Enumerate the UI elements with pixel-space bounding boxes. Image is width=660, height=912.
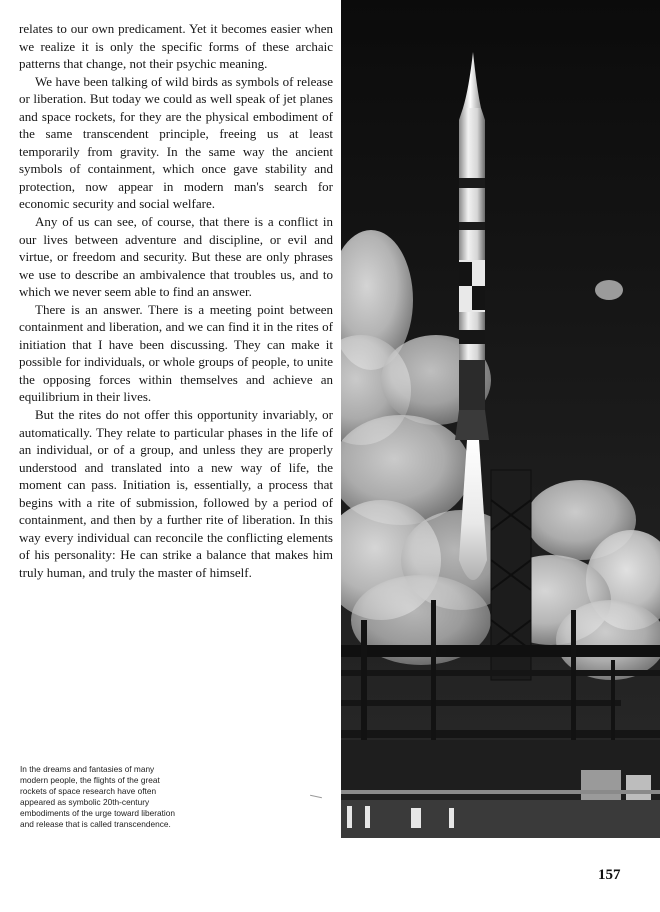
photo-caption: In the dreams and fantasies of many modern people, the flights of the great rockets of space research have often appeared as symbolic 20th-century embodiments of the urge toward liberation and release that is called transcendence. xyxy=(20,764,175,829)
rocket-launch-photo xyxy=(341,0,660,838)
body-text xyxy=(19,20,333,582)
paragraph-1: relates to our own predicament. Yet it becomes easier when we realize it is only the specific forms of these archaic patterns that change, not their psychic meaning. xyxy=(19,21,333,72)
paragraph-5: But the rites do not offer this opportunity invariably, or automatically. They relate to particular phases in the life of an individual, or of a group, and unless they are properly understood and translated into a new way of life, the moment can pass. Initiation is, essentially, a process that begins with a rite of submission, followed by a period of containment, and then by a further rite of liberation. In this way every individual can reconcile the conflicting elements of his personality: He can strike a balance that makes him truly human, and truly the master of himself. xyxy=(19,407,333,580)
caption-pointer xyxy=(310,795,322,798)
paragraph-3: Any of us can see, of course, that there is a conflict in our lives between adventure and discipline, or evil and virtue, or freedom and security. But these are only phrases we use to describe an ambivalence that troubles us, and to which we never seem able to find an answer. xyxy=(19,214,333,300)
paragraph-4: There is an answer. There is a meeting point between containment and liberation, and we can find it in the rites of initiation that I have been discussing. They can make it possible for individuals, or whole groups of people, to unite the opposing forces within themselves and achieve an equilibrium in their lives. xyxy=(19,301,333,405)
paragraph-2: We have been talking of wild birds as symbols of release or liberation. But today we could as well speak of jet planes and space rockets, for they are the physical embodiment of the same transcendent principle, freeing us at least temporarily from gravity. In the same way the ancient symbols of containment, which once gave stability and protection, now appear in modern man's search for economic security and social welfare. xyxy=(19,73,333,212)
page-number: 157 xyxy=(598,867,621,883)
